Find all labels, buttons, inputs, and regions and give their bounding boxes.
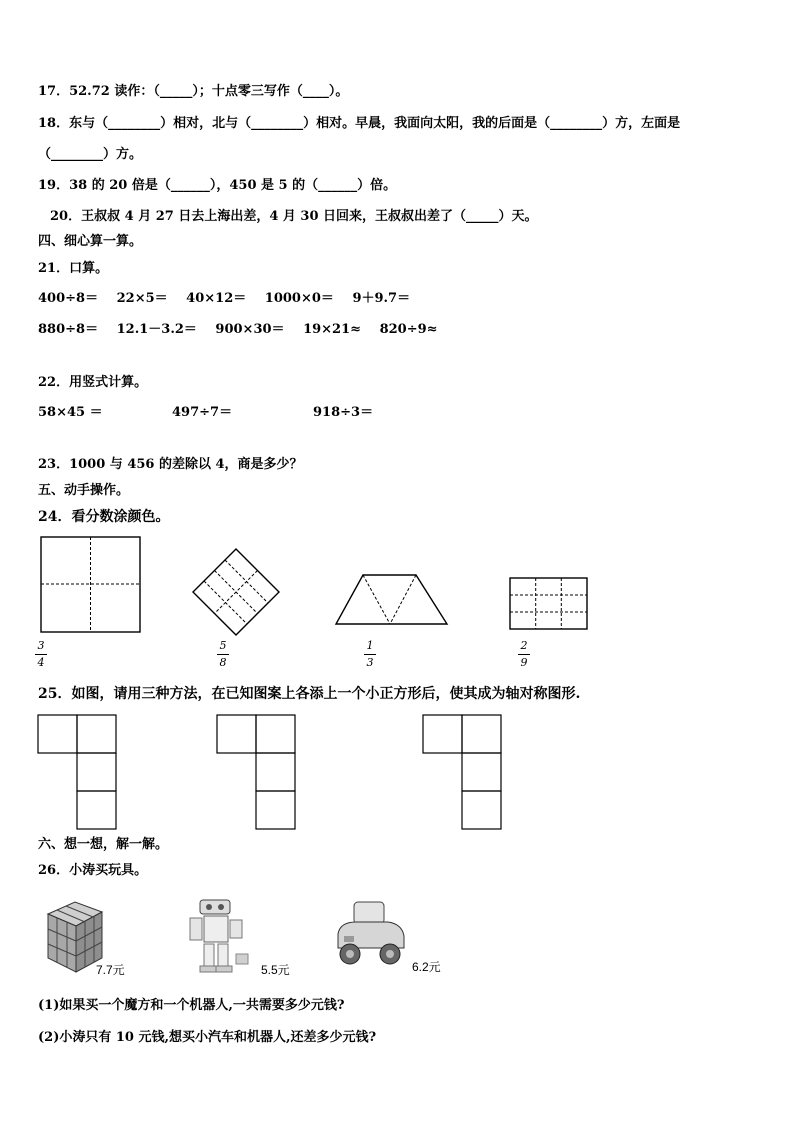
square-pattern-figure <box>216 714 298 834</box>
question-26: 26．小涛买玩具。 <box>38 863 148 878</box>
subquestion-1: (1)如果买一个魔方和一个机器人,一共需要多少元钱? <box>38 998 345 1013</box>
fraction-label: 1 3 <box>364 640 376 669</box>
fraction-label: 2 9 <box>518 640 530 669</box>
section-4-heading: 四、细心算一算。 <box>38 234 143 249</box>
question-21: 21．口算。 <box>38 261 109 276</box>
rectangle-ninths-figure <box>506 574 590 632</box>
calc-item: 9＋9.7＝ <box>352 291 411 306</box>
question-17: 17．52.72 读作：（_____）；十点零三写作（____）。 <box>38 84 349 99</box>
calc-item: 12.1－3.2＝ <box>116 322 197 337</box>
fraction-label: 3 4 <box>35 640 47 669</box>
question-20: 20．王叔叔 4 月 27 日去上海出差，4 月 30 日回来，王叔叔出差了（_____）天。 <box>50 209 538 224</box>
question-25: 25．如图，请用三种方法，在已知图案上各添上一个小正方形后，使其成为轴对称图形. <box>38 686 581 702</box>
toy-car-icon <box>330 892 410 972</box>
vertical-calc-1: 58×45 ＝ <box>38 405 103 420</box>
question-18-line1: 18．东与（________）相对，北与（________）相对。早晨，我面向太阳，我的后面是（________）方，左面是 <box>38 116 681 131</box>
subquestion-2: (2)小涛只有 10 元钱,想买小汽车和机器人,还差多少元钱? <box>38 1030 377 1045</box>
robot-price: 5.5元 <box>261 963 290 977</box>
calc-item: 900×30＝ <box>215 322 285 337</box>
calc-item: 40×12＝ <box>186 291 247 306</box>
square-pattern-figure <box>37 714 119 834</box>
calc-item: 22×5＝ <box>116 291 168 306</box>
trapezoid-thirds-figure <box>333 570 451 628</box>
question-23: 23．1000 与 456 的差除以 4，商是多少？ <box>38 457 303 472</box>
mental-calc-row-1 <box>38 291 424 307</box>
calc-item: 1000×0＝ <box>264 291 334 306</box>
square-quarters-figure <box>36 532 146 634</box>
square-pattern-figure <box>422 714 504 834</box>
calc-item: 820÷9≈ <box>379 322 438 337</box>
vertical-calc-2: 497÷7＝ <box>172 405 233 420</box>
section-6-heading: 六、想一想，解一解。 <box>38 837 169 852</box>
question-22: 22．用竖式计算。 <box>38 375 148 390</box>
robot-icon <box>182 896 254 976</box>
diamond-eighths-figure <box>190 546 282 638</box>
calc-item: 880÷8＝ <box>38 322 99 337</box>
question-24: 24．看分数涂颜色。 <box>38 509 170 525</box>
cube-price: 7.7元 <box>96 963 125 977</box>
vertical-calc-3: 918÷3＝ <box>313 405 374 420</box>
calc-item: 400÷8＝ <box>38 291 99 306</box>
fraction-label: 5 8 <box>217 640 229 669</box>
calc-item: 19×21≈ <box>303 322 362 337</box>
question-19: 19．38 的 20 倍是（______），450 是 5 的（______）倍。 <box>38 178 397 193</box>
section-5-heading: 五、动手操作。 <box>38 483 130 498</box>
mental-calc-row-2 <box>38 322 452 338</box>
car-price: 6.2元 <box>412 960 441 974</box>
question-18-line2: （________）方。 <box>38 147 143 162</box>
